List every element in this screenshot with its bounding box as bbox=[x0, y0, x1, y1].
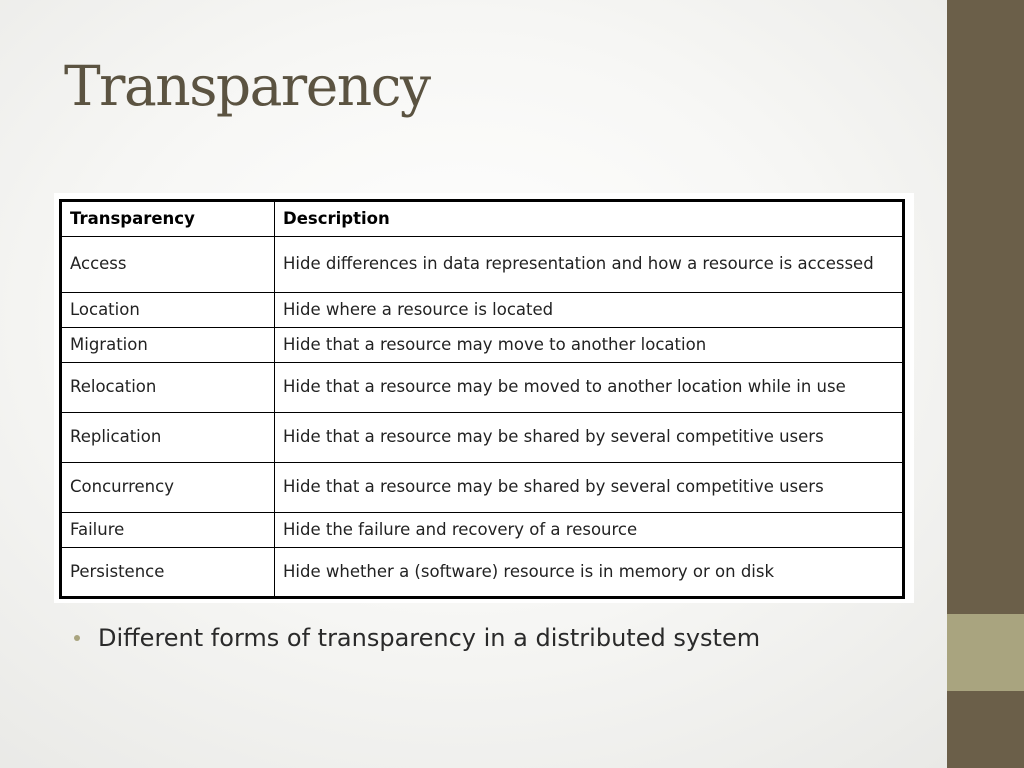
row-description: Hide where a resource is located bbox=[275, 293, 904, 328]
row-description: Hide that a resource may be shared by several competitive users bbox=[275, 463, 904, 513]
row-name: Failure bbox=[61, 513, 275, 548]
table-row bbox=[61, 237, 904, 293]
table-image bbox=[54, 193, 914, 603]
table-header-row bbox=[61, 201, 904, 237]
slide-title: Transparency bbox=[64, 54, 430, 118]
row-name: Migration bbox=[61, 328, 275, 363]
transparency-table bbox=[59, 199, 905, 599]
table-row bbox=[61, 513, 904, 548]
side-accent-block bbox=[947, 614, 1024, 691]
bullet-item bbox=[74, 624, 760, 652]
row-name: Relocation bbox=[61, 363, 275, 413]
row-name: Persistence bbox=[61, 548, 275, 598]
row-name: Location bbox=[61, 293, 275, 328]
row-name: Access bbox=[61, 237, 275, 293]
row-description: Hide whether a (software) resource is in memory or on disk bbox=[275, 548, 904, 598]
row-description: Hide that a resource may be shared by several competitive users bbox=[275, 413, 904, 463]
row-description: Hide differences in data representation and how a resource is accessed bbox=[275, 237, 904, 293]
row-name: Replication bbox=[61, 413, 275, 463]
row-description: Hide that a resource may move to another location bbox=[275, 328, 904, 363]
header-transparency: Transparency bbox=[61, 201, 275, 237]
table-row bbox=[61, 548, 904, 598]
table-row bbox=[61, 363, 904, 413]
bullet-text: Different forms of transparency in a distributed system bbox=[98, 624, 761, 652]
header-description: Description bbox=[275, 201, 904, 237]
row-name: Concurrency bbox=[61, 463, 275, 513]
bullet-icon bbox=[74, 635, 80, 641]
table-row bbox=[61, 293, 904, 328]
row-description: Hide that a resource may be moved to another location while in use bbox=[275, 363, 904, 413]
table-row bbox=[61, 413, 904, 463]
row-description: Hide the failure and recovery of a resource bbox=[275, 513, 904, 548]
table-row bbox=[61, 463, 904, 513]
table-row bbox=[61, 328, 904, 363]
